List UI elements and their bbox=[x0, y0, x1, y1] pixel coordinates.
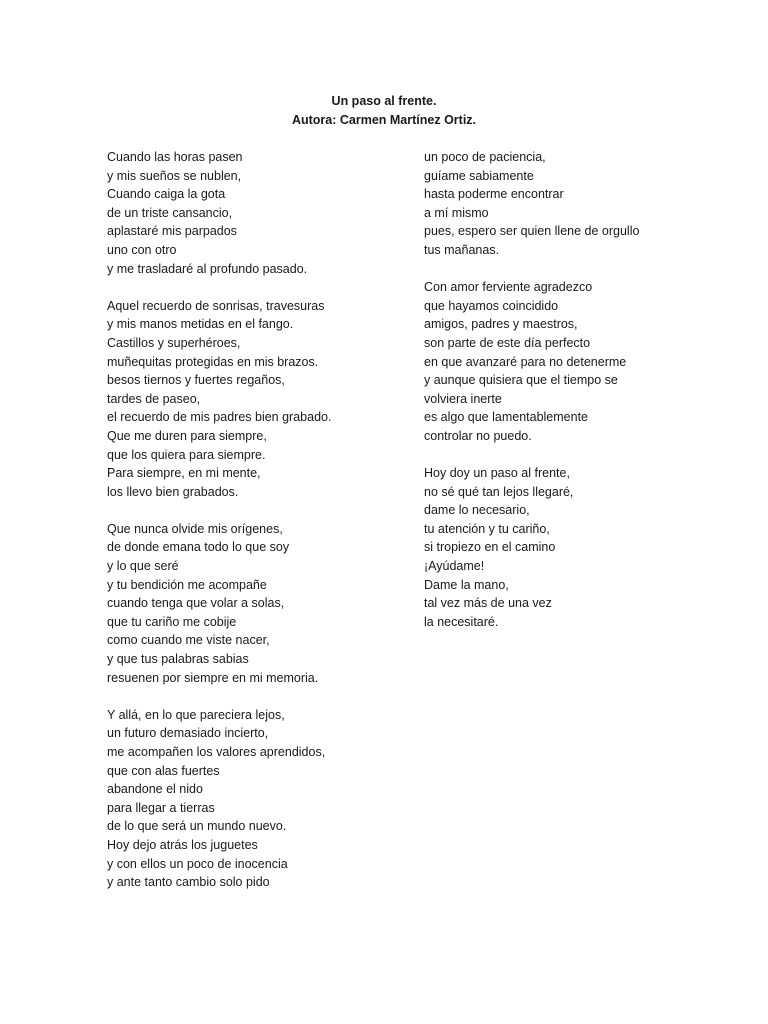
stanza bbox=[424, 464, 724, 631]
poem-line: aplastaré mis parpados bbox=[107, 224, 237, 239]
poem-title: Un paso al frente. bbox=[331, 94, 437, 108]
poem-line: me acompañen los valores aprendidos, bbox=[107, 745, 326, 759]
poem-line: ¡Ayúdame! bbox=[424, 559, 485, 574]
poem-line: y tu bendición me acompañe bbox=[107, 577, 267, 592]
poem-line: de un triste cansancio, bbox=[107, 205, 233, 220]
stanza bbox=[424, 148, 724, 260]
poem-header bbox=[0, 92, 768, 129]
poem-line: Dame la mano, bbox=[424, 577, 509, 592]
poem-line: y aunque quisiera que el tiempo se bbox=[424, 373, 618, 388]
poem-line: Para siempre, en mi mente, bbox=[107, 466, 261, 481]
poem-line: un poco de paciencia, bbox=[424, 150, 546, 164]
poem-line: Aquel recuerdo de sonrisas, travesuras bbox=[107, 298, 325, 313]
poem-line: Que nunca olvide mis orígenes, bbox=[107, 521, 283, 536]
poem-line: abandone el nido bbox=[107, 782, 203, 797]
poem-line: y mis sueños se nublen, bbox=[107, 168, 242, 183]
poem-line: cuando tenga que volar a solas, bbox=[107, 596, 285, 611]
poem-line: volviera inerte bbox=[424, 391, 502, 406]
poem-line: y mis manos metidas en el fango. bbox=[107, 317, 294, 332]
poem-line: tal vez más de una vez bbox=[424, 596, 552, 611]
poem-line: que tu cariño me cobije bbox=[107, 614, 237, 629]
stanza bbox=[107, 520, 407, 687]
poem-line: Hoy doy un paso al frente, bbox=[424, 466, 570, 481]
poem-line: y me trasladaré al profundo pasado. bbox=[107, 261, 308, 276]
poem-line: que los quiera para siempre. bbox=[107, 447, 266, 462]
poem-line: Hoy dejo atrás los juguetes bbox=[107, 837, 258, 852]
poem-line: tu atención y tu cariño, bbox=[424, 521, 550, 536]
poem-line: como cuando me viste nacer, bbox=[107, 633, 270, 648]
poem-line: Que me duren para siempre, bbox=[107, 428, 267, 443]
poem-line: hasta poderme encontrar bbox=[424, 187, 564, 202]
poem-line: es algo que lamentablemente bbox=[424, 410, 589, 425]
poem-line: Con amor ferviente agradezco bbox=[424, 280, 593, 295]
poem-line: Cuando las horas pasen bbox=[107, 150, 243, 164]
poem-line: Castillos y superhéroes, bbox=[107, 335, 241, 350]
poem-line: que hayamos coincidido bbox=[424, 298, 559, 313]
poem-line: de lo que será un mundo nuevo. bbox=[107, 819, 287, 834]
poem-line: la necesitaré. bbox=[424, 614, 499, 629]
stanza bbox=[107, 706, 407, 892]
poem-line: pues, espero ser quien llene de orgullo bbox=[424, 224, 640, 239]
poem-line: muñequitas protegidas en mis brazos. bbox=[107, 354, 319, 369]
poem-line: y lo que seré bbox=[107, 559, 179, 574]
poem-line: los llevo bien grabados. bbox=[107, 484, 239, 499]
poem-line: resuenen por siempre en mi memoria. bbox=[107, 670, 319, 685]
poem-column-right bbox=[424, 148, 724, 650]
poem-line: para llegar a tierras bbox=[107, 800, 215, 815]
poem-line: son parte de este día perfecto bbox=[424, 335, 591, 350]
poem-line: Y allá, en lo que pareciera lejos, bbox=[107, 707, 285, 722]
poem-line: y que tus palabras sabias bbox=[107, 652, 249, 667]
stanza bbox=[424, 278, 724, 445]
poem-line: besos tiernos y fuertes regaños, bbox=[107, 373, 285, 388]
poem-line: un futuro demasiado incierto, bbox=[107, 726, 269, 741]
poem-line: si tropiezo en el camino bbox=[424, 540, 556, 555]
poem-line: de donde emana todo lo que soy bbox=[107, 540, 290, 555]
poem-line: Cuando caiga la gota bbox=[107, 187, 226, 202]
poem-line: dame lo necesario, bbox=[424, 503, 530, 518]
poem-column-left bbox=[107, 148, 407, 910]
poem-line: que con alas fuertes bbox=[107, 763, 220, 778]
poem-line: y con ellos un poco de inocencia bbox=[107, 856, 288, 871]
poem-line: controlar no puedo. bbox=[424, 428, 532, 443]
poem-line: uno con otro bbox=[107, 242, 177, 257]
poem-line: guíame sabiamente bbox=[424, 168, 534, 183]
poem-line: en que avanzaré para no detenerme bbox=[424, 354, 627, 369]
stanza bbox=[107, 297, 407, 502]
poem-author: Autora: Carmen Martínez Ortiz. bbox=[291, 112, 477, 127]
poem-line: no sé qué tan lejos llegaré, bbox=[424, 484, 574, 499]
stanza bbox=[107, 148, 407, 278]
poem-line: tardes de paseo, bbox=[107, 391, 201, 406]
poem-line: tus mañanas. bbox=[424, 242, 500, 257]
poem-line: el recuerdo de mis padres bien grabado. bbox=[107, 410, 332, 425]
poem-line: amigos, padres y maestros, bbox=[424, 317, 578, 332]
poem-line: a mí mismo bbox=[424, 205, 489, 220]
poem-line: y ante tanto cambio solo pido bbox=[107, 875, 270, 890]
